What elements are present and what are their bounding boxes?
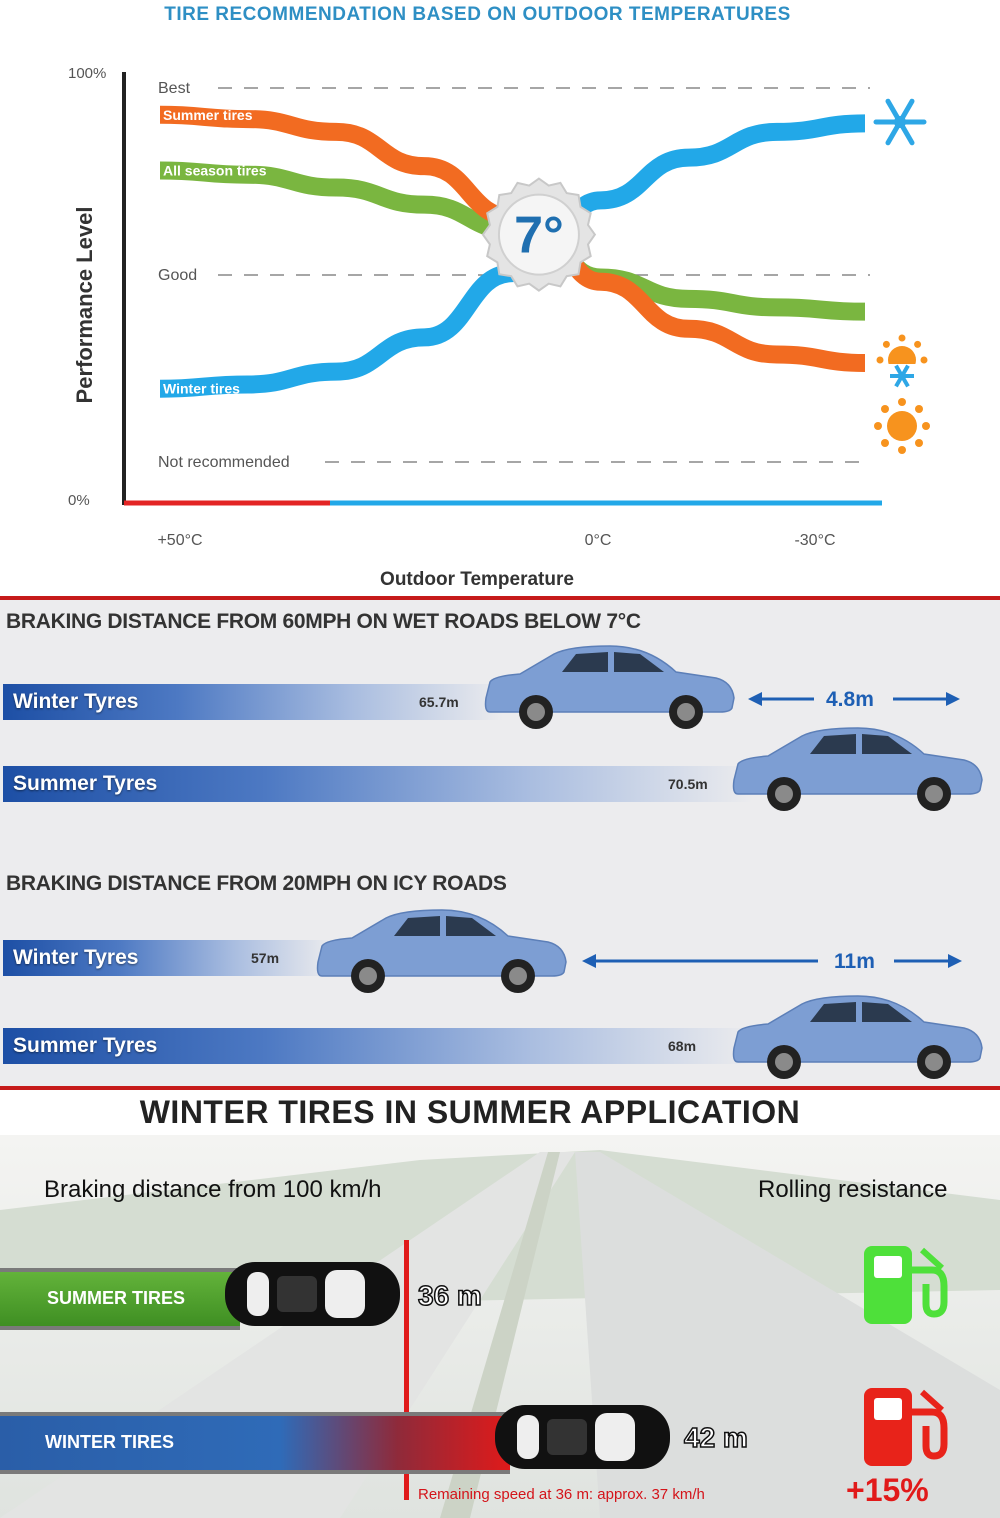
fuel-pump-icon: [858, 1382, 958, 1472]
icy-summer-bar: [3, 1028, 753, 1064]
wet-difference-label: 4.8m: [826, 688, 874, 711]
x-axis-label: Outdoor Temperature: [380, 569, 574, 590]
winter-tires-bar: [0, 1412, 510, 1474]
icy-winter-label: Winter Tyres: [13, 946, 139, 969]
summer-application-title: WINTER TIRES IN SUMMER APPLICATION: [139, 1094, 801, 1130]
wet-winter-label: Winter Tyres: [13, 690, 139, 713]
icy-winter-car: [312, 906, 572, 996]
y-tick-label: 0%: [68, 492, 90, 509]
winter-tires-summer-section: [0, 1090, 1000, 1518]
remaining-speed-note: Remaining speed at 36 m: approx. 37 km/h: [418, 1486, 705, 1503]
rolling-resistance-increase: +15%: [846, 1472, 929, 1508]
wet-summer-bar: [3, 766, 753, 802]
level-label: Not recommended: [158, 454, 290, 471]
icy-summer-distance: 68m: [668, 1038, 697, 1054]
x-tick-label: +50°C: [157, 532, 203, 549]
line-chart-svg: [0, 0, 1000, 596]
summer-distance: 36 m: [418, 1280, 482, 1311]
braking-distance-section: [0, 596, 1000, 1090]
x-tick-label: 0°C: [584, 532, 612, 549]
fuel-pump-icon: [858, 1240, 958, 1330]
icy-difference-arrow: [582, 946, 967, 976]
snowflake-icon: [876, 101, 924, 143]
wet-braking-title: BRAKING DISTANCE FROM 60MPH ON WET ROADS BELOW 7°C: [6, 610, 641, 633]
level-label: Best: [158, 80, 191, 97]
wet-summer-car: [728, 724, 988, 814]
wet-summer-label: Summer Tyres: [13, 772, 158, 795]
icy-winter-distance: 57m: [251, 950, 280, 966]
wet-winter-distance: 65.7m: [419, 694, 459, 710]
series-label: Winter tires: [163, 380, 240, 397]
series-label: Summer tires: [163, 106, 253, 123]
icy-braking-title: BRAKING DISTANCE FROM 20MPH ON ICY ROADS: [6, 872, 507, 895]
x-tick-label: -30°C: [794, 532, 836, 549]
winter-tires-label: WINTER TIRES: [45, 1432, 174, 1452]
icy-summer-car: [728, 992, 988, 1082]
y-axis-label: Performance Level: [72, 206, 97, 404]
rolling-resistance-label: Rolling resistance: [758, 1176, 948, 1203]
wet-winter-car: [480, 642, 740, 732]
series-label: All season tires: [163, 162, 267, 179]
wet-summer-distance: 70.5m: [668, 776, 708, 792]
level-label: Good: [158, 267, 198, 284]
icy-winter-bar: [3, 940, 333, 976]
icy-difference-label: 11m: [834, 950, 875, 973]
winter-car-topview: [495, 1405, 675, 1475]
chart-title: TIRE RECOMMENDATION BASED ON OUTDOOR TEMPERATURES: [164, 4, 791, 25]
summer-car-topview: [225, 1262, 405, 1332]
braking-subtitle: Braking distance from 100 km/h: [44, 1176, 382, 1203]
winter-distance: 42 m: [684, 1422, 748, 1453]
wet-winter-bar: [3, 684, 503, 720]
summer-tires-label: SUMMER TIRES: [47, 1288, 186, 1308]
summer-tires-bar: [0, 1268, 240, 1330]
sun-icon: [874, 398, 930, 454]
y-tick-label: 100%: [68, 65, 107, 82]
tire-recommendation-chart: [0, 0, 1000, 596]
temperature-badge-label: 7°: [514, 206, 564, 265]
icy-summer-label: Summer Tyres: [13, 1034, 158, 1057]
sun-snowflake-icon: [874, 335, 930, 389]
